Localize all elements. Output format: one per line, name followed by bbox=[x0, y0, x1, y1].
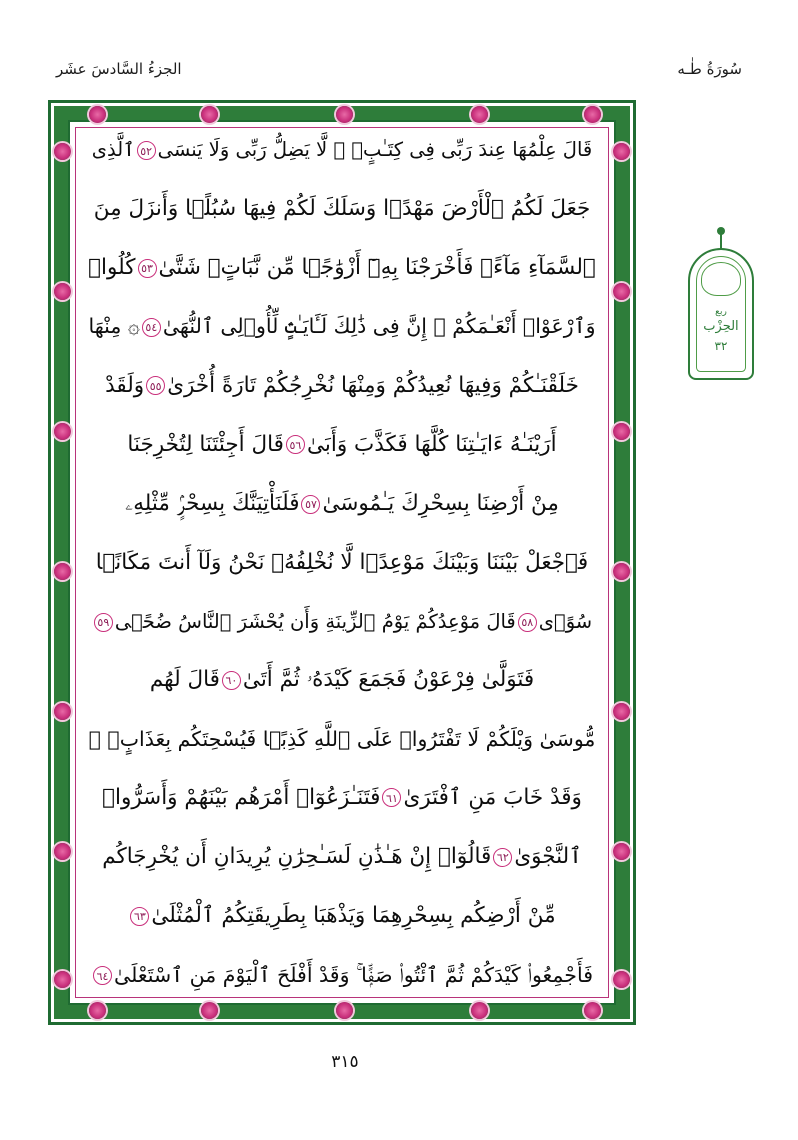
page-number: ٣١٥ bbox=[331, 1052, 359, 1072]
rosette-ornament bbox=[54, 283, 71, 300]
quran-line bbox=[88, 431, 596, 457]
quran-line bbox=[88, 962, 596, 987]
quran-line bbox=[88, 316, 596, 337]
rosette-ornament bbox=[54, 563, 71, 580]
hizb-label: الحِزْب bbox=[703, 319, 739, 335]
quran-line-text: وَٱرْعَوْا۟ أَنْعَـٰمَكُمْ ۗ إِنَّ فِى ذَٰلِكَ لَـَٔايَـٰتٍۢ لِّأُو۟لِى ٱلنُّهَىٰ bbox=[162, 314, 596, 339]
aya-number-marker: ٥٣ bbox=[138, 259, 157, 278]
quran-line-tail: ۞ مِنْهَا bbox=[88, 314, 140, 339]
aya-number-marker: ٦٢ bbox=[493, 848, 512, 867]
quran-line-text: ٱلنَّجْوَىٰ bbox=[514, 844, 582, 869]
rosette-ornament bbox=[54, 843, 71, 860]
aya-number-marker: ٥٥ bbox=[146, 376, 165, 395]
rosette-ornament bbox=[584, 106, 601, 123]
quran-line-text: فَأَجْمِعُوا۟ كَيْدَكُمْ ثُمَّ ٱئْتُوا۟ صَفًّۭا ۚ وَقَدْ أَفْلَحَ ٱلْيَوْمَ مَنِ ٱسْتَعْلَىٰ bbox=[114, 962, 593, 987]
quran-line bbox=[88, 905, 596, 927]
header-surah-label: سُورَةُ طٰـه bbox=[677, 60, 742, 78]
rosette-ornament bbox=[54, 423, 71, 440]
quran-line-tail: قَالُوٓا۟ إِنْ هَـٰذَٰنِ لَسَـٰحِرَٰنِ يُرِيدَانِ أَن يُخْرِجَاكُم bbox=[102, 844, 492, 869]
rosette-ornament bbox=[336, 1002, 353, 1019]
quran-line-tail: قَالَ لَهُم bbox=[149, 667, 220, 693]
rosette-ornament bbox=[201, 106, 218, 123]
quran-line bbox=[88, 609, 596, 633]
quran-line-tail: كُلُوا۟ bbox=[88, 255, 136, 280]
quran-line-text: مِنْ أَرْضِنَا بِسِحْرِكَ يَـٰمُوسَىٰ bbox=[322, 491, 559, 516]
rosette-ornament bbox=[471, 106, 488, 123]
medallion-body bbox=[688, 248, 754, 380]
aya-number-marker: ٥٦ bbox=[286, 435, 305, 454]
quran-line bbox=[88, 493, 596, 515]
quran-line-tail: قَالَ أَجِئْتَنَا لِتُخْرِجَنَا bbox=[127, 431, 284, 457]
quran-line bbox=[88, 726, 596, 751]
quran-line-text: ٱلسَّمَآءِ مَآءًۭ فَأَخْرَجْنَا بِهِۦٓ أَزْوَٰجًۭا مِّن نَّبَاتٍۢ شَتَّىٰ bbox=[158, 255, 596, 280]
quran-line-text: أَرَيْنَـٰهُ ءَايَـٰتِنَا كُلَّهَا فَكَذَّبَ وَأَبَىٰ bbox=[306, 431, 557, 457]
aya-number-marker: ٥٤ bbox=[142, 318, 161, 337]
aya-number-marker: ٦١ bbox=[382, 788, 401, 807]
medallion-text bbox=[690, 306, 752, 354]
quran-line bbox=[88, 552, 596, 574]
quran-line-text: مُّوسَىٰ وَيْلَكُمْ لَا تَفْتَرُوا۟ عَلَى ٱللَّهِ كَذِبًۭا فَيُسْحِتَكُم بِعَذَابٍۢ ۖ bbox=[88, 726, 596, 751]
rosette-ornament bbox=[613, 563, 630, 580]
quran-line bbox=[88, 372, 596, 398]
rosette-ornament bbox=[89, 1002, 106, 1019]
quran-line-text: فَتَوَلَّىٰ فِرْعَوْنُ فَجَمَعَ كَيْدَهُۥ ثُمَّ أَتَىٰ bbox=[242, 667, 535, 693]
medallion-arch-ornament bbox=[701, 262, 741, 296]
aya-number-marker: ٦٤ bbox=[93, 966, 112, 985]
quran-line-text: وَقَدْ خَابَ مَنِ ٱفْتَرَىٰ bbox=[403, 784, 582, 810]
quran-line-text: مِّنْ أَرْضِكُم بِسِحْرِهِمَا وَيَذْهَبَا بِطَرِيقَتِكُمُ ٱلْمُثْلَىٰ bbox=[151, 903, 556, 929]
rosette-ornament bbox=[336, 106, 353, 123]
quran-line bbox=[88, 784, 596, 810]
quran-line-text: فَٱجْعَلْ بَيْنَنَا وَبَيْنَكَ مَوْعِدًۭا لَّا نُخْلِفُهُۥ نَحْنُ وَلَآ أَنتَ مَكَانًۭا bbox=[95, 550, 589, 576]
hizb-fraction-label: ربع bbox=[715, 307, 727, 317]
rosette-ornament bbox=[584, 1002, 601, 1019]
rosette-ornament bbox=[54, 971, 71, 988]
quran-line-text: جَعَلَ لَكُمُ ٱلْأَرْضَ مَهْدًۭا وَسَلَكَ لَكُمْ فِيهَا سُبُلًۭا وَأَنزَلَ مِنَ bbox=[93, 195, 591, 221]
header-juz-label: الجزءُ السَّادسَ عشَر bbox=[56, 60, 182, 78]
quran-line-tail: قَالَ مَوْعِدُكُمْ يَوْمُ ٱلزِّينَةِ وَأَن يُحْشَرَ ٱلنَّاسُ ضُحًۭى bbox=[114, 609, 516, 633]
quran-line-tail: فَلَنَأْتِيَنَّكَ بِسِحْرٍۢ مِّثْلِهِۦ bbox=[125, 491, 300, 516]
quran-line bbox=[88, 257, 596, 279]
quran-line bbox=[88, 140, 596, 160]
quran-line bbox=[88, 195, 596, 221]
rosette-ornament bbox=[471, 1002, 488, 1019]
rosette-ornament bbox=[613, 703, 630, 720]
quran-line bbox=[88, 669, 596, 691]
rosette-ornament bbox=[54, 703, 71, 720]
rosette-ornament bbox=[613, 843, 630, 860]
aya-number-marker: ٥٨ bbox=[518, 613, 537, 632]
aya-number-marker: ٦٣ bbox=[130, 907, 149, 926]
quran-line-tail: وَلَقَدْ bbox=[105, 372, 145, 398]
quran-text-block bbox=[88, 140, 596, 985]
rosette-ornament bbox=[613, 423, 630, 440]
rosette-ornament bbox=[613, 971, 630, 988]
aya-number-marker: ٦٠ bbox=[222, 671, 241, 690]
quran-line-text: خَلَقْنَـٰكُمْ وَفِيهَا نُعِيدُكُمْ وَمِنْهَا نُخْرِجُكُمْ تَارَةً أُخْرَىٰ bbox=[167, 372, 579, 398]
rosette-ornament bbox=[613, 143, 630, 160]
rosette-ornament bbox=[613, 283, 630, 300]
quran-line-text: سُوًۭى bbox=[538, 609, 593, 633]
hizb-number: ٣٢ bbox=[714, 338, 728, 353]
rosette-ornament bbox=[54, 143, 71, 160]
quran-line bbox=[88, 846, 596, 868]
rosette-ornament bbox=[89, 106, 106, 123]
hizb-marker-medallion bbox=[688, 248, 754, 380]
aya-number-marker: ٥٢ bbox=[137, 141, 156, 160]
aya-number-marker: ٥٩ bbox=[94, 613, 113, 632]
aya-number-marker: ٥٧ bbox=[301, 495, 320, 514]
quran-line-text: قَالَ عِلْمُهَا عِندَ رَبِّى فِى كِتَـٰبٍۢ ۖ لَّا يَضِلُّ رَبِّى وَلَا يَنسَى bbox=[157, 138, 593, 161]
quran-line-tail: فَتَنَـٰزَعُوٓا۟ أَمْرَهُم بَيْنَهُمْ وَأَسَرُّوا۟ bbox=[102, 784, 381, 810]
page-header bbox=[56, 58, 742, 80]
quran-line-tail: ٱلَّذِى bbox=[91, 138, 135, 161]
rosette-ornament bbox=[201, 1002, 218, 1019]
